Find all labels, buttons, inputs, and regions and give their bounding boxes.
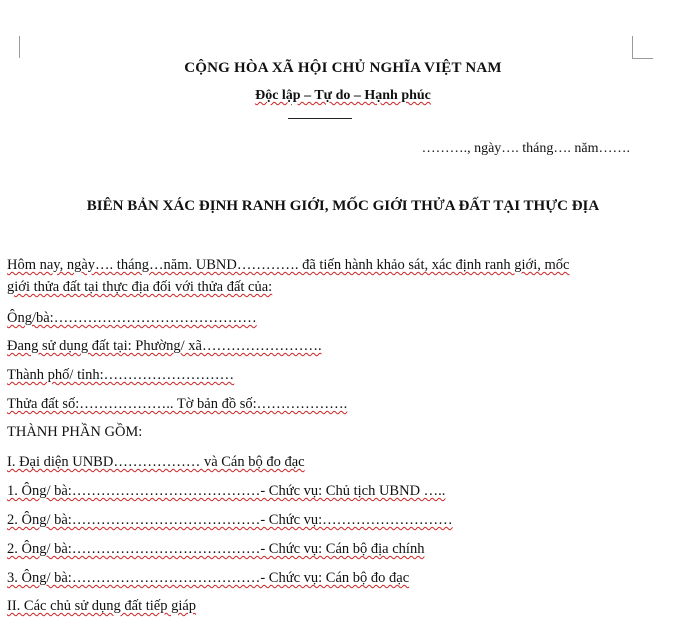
motto-heading: Độc lập – Tự do – Hạnh phúc xyxy=(255,88,431,103)
country-heading: CỘNG HÒA XÃ HỘI CHỦ NGHĨA VIỆT NAM xyxy=(184,60,502,76)
motto-underline xyxy=(288,118,352,119)
city-line: Thành phố/ tỉnh:……………………… xyxy=(7,367,235,383)
parcel-line: Thửa đất số:……………….. Tờ bản đồ số:………………. xyxy=(7,396,348,412)
crop-mark-top-left xyxy=(5,36,20,58)
member-line-1: 1. Ông/ bà:…………………………………- Chức vụ: Chủ tịch UBND ….. xyxy=(7,483,446,499)
section-1-heading: I. Đại diện UNBD……………… và Cán bộ đo đạc xyxy=(7,454,305,470)
crop-mark-top-right xyxy=(632,36,653,59)
owner-line: Ông/bà:…………………………………… xyxy=(7,310,257,326)
member-line-2: 2. Ông/ bà:…………………………………- Chức vụ:……………………… xyxy=(7,512,453,528)
intro-line-1: Hôm nay, ngày…. tháng…năm. UBND…………. đã tiến hành khảo sát, xác định ranh giới, mốc xyxy=(7,257,570,273)
using-land-line: Đang sử dụng đất tại: Phường/ xã……………………. xyxy=(7,338,322,354)
composition-heading: THÀNH PHẦN GỒM: xyxy=(7,424,143,440)
section-2-heading: II. Các chủ sử dụng đất tiếp giáp xyxy=(7,598,197,614)
intro-line-2: giới thửa đất tại thực địa đối với thửa đất của: xyxy=(7,279,273,295)
date-line: ………., ngày…. tháng…. năm……. xyxy=(421,141,630,156)
member-line-4: 3. Ông/ bà:…………………………………- Chức vụ: Cán bộ đo đạc xyxy=(7,570,410,586)
member-line-3: 2. Ông/ bà:…………………………………- Chức vụ: Cán bộ địa chính xyxy=(7,541,425,557)
document-title: BIÊN BẢN XÁC ĐỊNH RANH GIỚI, MỐC GIỚI THỬA ĐẤT TẠI THỰC ĐỊA xyxy=(86,198,600,214)
